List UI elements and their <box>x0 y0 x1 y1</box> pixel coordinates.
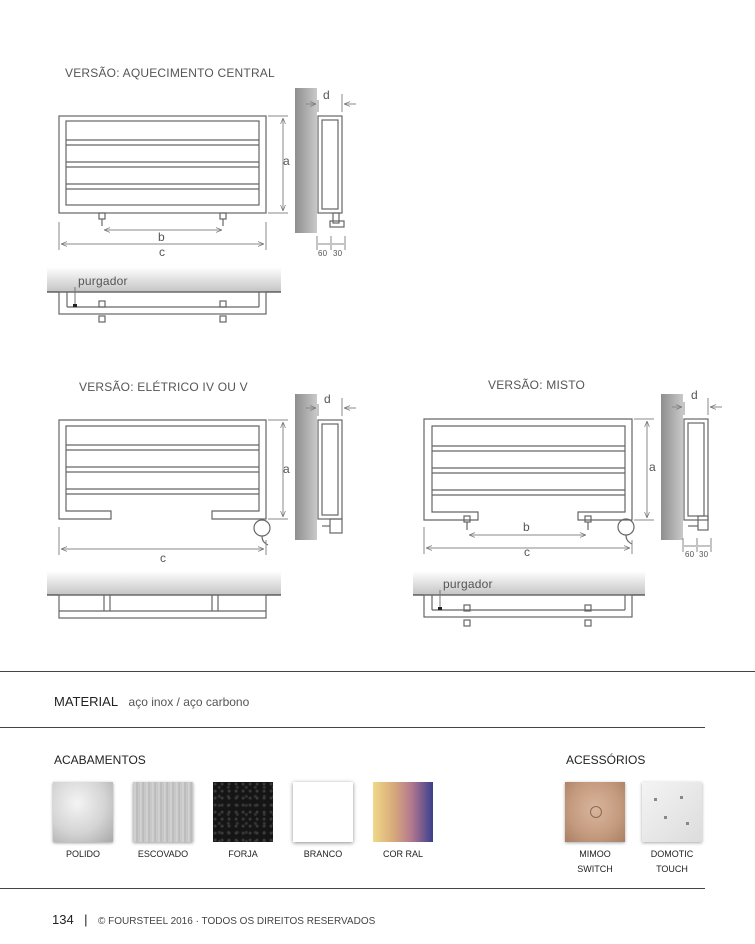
dim-30-label: 30 <box>699 550 709 559</box>
dim-a-label: a <box>283 154 290 168</box>
dim-60-label: 60 <box>318 249 328 258</box>
divider <box>0 727 705 728</box>
finish-swatch-forja[interactable] <box>213 782 273 842</box>
dim-d-label: d <box>323 88 330 102</box>
finish-label: BRANCO <box>303 849 343 859</box>
accessory-domotic-touch[interactable] <box>642 782 702 842</box>
accessories-heading: ACESSÓRIOS <box>566 753 646 767</box>
switch-icon <box>590 806 602 818</box>
drawing-central-front <box>59 116 266 226</box>
accessory-mimoo-switch[interactable] <box>565 782 625 842</box>
drawing-title-central: VERSÃO: AQUECIMENTO CENTRAL <box>65 66 275 80</box>
material-value: aço inox / aço carbono <box>128 695 250 709</box>
drawing-misto-dims <box>424 419 654 554</box>
finish-label: POLIDO <box>65 849 100 859</box>
finish-label: FORJA <box>228 849 258 859</box>
finish-swatch-branco[interactable] <box>293 782 353 842</box>
touch-dot-icon <box>680 796 683 799</box>
finish-swatch-escovado[interactable] <box>133 782 193 842</box>
page-number: 134 <box>52 912 74 927</box>
material-label: MATERIAL <box>54 694 119 709</box>
dim-b-label: b <box>158 230 165 244</box>
material-row <box>54 693 249 711</box>
dim-d-label: d <box>691 388 698 402</box>
purgador-label: purgador <box>78 274 128 288</box>
drawing-central-side <box>295 88 356 250</box>
copyright: © FOURSTEEL 2016 · TODOS OS DIREITOS RESERVADOS <box>98 916 376 927</box>
dim-c-label: c <box>160 551 167 565</box>
divider <box>0 888 705 889</box>
touch-dot-icon <box>654 798 657 801</box>
footer-separator: | <box>84 912 88 927</box>
dim-c-label: c <box>159 245 166 259</box>
footer <box>52 911 375 929</box>
dim-a-label: a <box>283 462 290 476</box>
accessory-label-line: SWITCH <box>577 864 613 874</box>
finish-label: COR RAL <box>382 849 423 859</box>
accessory-label-line: MIMOO <box>579 849 611 859</box>
dim-b-label: b <box>523 520 530 534</box>
finish-swatch-polido[interactable] <box>53 782 113 842</box>
finish-swatch-cor-ral[interactable] <box>373 782 433 842</box>
drawing-eletrico-plan <box>47 571 281 618</box>
drawing-eletrico-front <box>59 420 270 545</box>
dim-d-label: d <box>324 392 331 406</box>
finish-label: ESCOVADO <box>137 849 189 859</box>
dim-c-label: c <box>524 545 531 559</box>
divider <box>0 671 755 672</box>
touch-dot-icon <box>686 822 689 825</box>
dim-30-label: 30 <box>333 249 343 258</box>
accessory-label-line: TOUCH <box>656 864 688 874</box>
touch-dot-icon <box>664 816 667 819</box>
drawing-title-eletrico: VERSÃO: ELÉTRICO IV OU V <box>79 380 248 394</box>
dim-60-label: 60 <box>685 550 695 559</box>
drawing-eletrico-dims <box>59 420 288 555</box>
purgador-label: purgador <box>443 577 493 591</box>
drawing-title-misto: VERSÃO: MISTO <box>488 378 586 392</box>
accessory-label <box>627 847 717 877</box>
dim-a-label: a <box>649 460 656 474</box>
accessory-label-line: DOMOTIC <box>650 849 694 859</box>
drawing-misto-side <box>661 394 722 552</box>
drawing-central-dims <box>59 116 288 250</box>
drawing-eletrico-side <box>295 394 356 540</box>
finishes-heading: ACABAMENTOS <box>54 753 146 767</box>
